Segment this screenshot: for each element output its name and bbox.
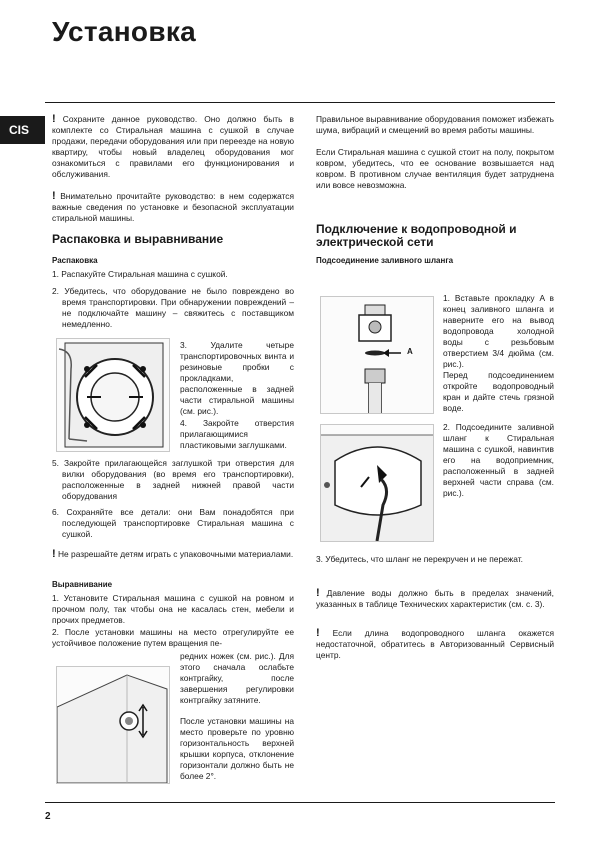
leveling-feet-illustration bbox=[57, 667, 169, 783]
note-keep-manual bbox=[52, 114, 294, 180]
note-hose-length bbox=[316, 628, 554, 661]
note-text: Если длина водопроводного шланга окажется недостаточной, обратитесь в Авторизованный Сервисный центр. bbox=[316, 628, 554, 660]
note-text: Внимательно прочитайте руководство: в нем содержатся важные сведения по установке и безопасной эксплуатации стиральной машины. bbox=[52, 191, 295, 223]
hose-step-3: 3. Убедитесь, что шланг не перекручен и не пережат. bbox=[316, 554, 523, 564]
level-paragraph-2b: редних ножек (см. рис.). Для этого сначала ослабьте контргайку, после завершения регулировки контргайку затяните. bbox=[180, 651, 294, 705]
header-rule bbox=[45, 102, 555, 103]
note-children bbox=[52, 549, 294, 560]
note-text: Сохраните данное руководство. Оно должно быть в комплекте со Стиральная машина с сушкой в случае продажи, передачи оборудования или при переезде на новую квартиру, чтобы новый владелец оборудования мог ознакомиться с правилами его функционирования и обслуживания. bbox=[52, 114, 294, 179]
warning-mark: ! bbox=[52, 113, 56, 125]
page-number: 2 bbox=[45, 811, 51, 822]
section-title-connection: Подключение к водопроводной и электрической сети bbox=[316, 222, 517, 249]
hose-washer-figure bbox=[320, 424, 434, 542]
page-title: Установка bbox=[52, 16, 197, 47]
list-item: 1. Распакуйте Стиральная машина с сушкой. bbox=[52, 269, 228, 279]
hose-washer-illustration bbox=[321, 425, 433, 541]
list-item: 2. Убедитесь, что оборудование не было повреждено во время транспортировки. При обнаружении повреждений – не подключайте машину – свяжитесь с поставщиком немедленно. bbox=[52, 286, 294, 329]
level-paragraph-2: 2. После установки машины на место отрегулируйте ее устойчивое положение путем вращения пе- bbox=[52, 627, 294, 648]
hose-tap-illustration bbox=[321, 297, 433, 413]
list-item: 3. Удалите четыре транспортировочных винта и резиновые пробки с прокладками, расположенные в задней части стиральной машины (см. рис.). bbox=[180, 340, 294, 416]
subsection-title-level: Выравнивание bbox=[52, 580, 113, 589]
level-paragraph-3: После установки машины на место проверьте по уровню горизонтальность верхней крышки корпуса, отклонение горизонтали должно быть не более 2°. bbox=[180, 716, 294, 781]
list-item: 6. Сохраняйте все детали: они Вам понадобятся при последующей транспортировке Стиральная машина с сушкой. bbox=[52, 507, 294, 539]
note-text: Давление воды должно быть в пределах значений, указанных в таблице Технических характеристик (см. с. 3). bbox=[316, 588, 554, 609]
leveling-feet-figure bbox=[56, 666, 170, 784]
gasket-label: A bbox=[407, 347, 413, 356]
subsection-title-unpack: Распаковка bbox=[52, 256, 98, 265]
subsection-title-hose: Подсоединение заливного шланга bbox=[316, 256, 454, 265]
washer-back-figure bbox=[56, 338, 170, 452]
list-item: 4. Закройте отверстия прилагающимися пластиковыми заглушками. bbox=[180, 418, 294, 450]
warning-mark: ! bbox=[316, 587, 320, 599]
warning-mark: ! bbox=[52, 190, 56, 202]
list-item: 5. Закройте прилагающейся заглушкой три отверстия для вилки оборудования (во время его транспортировки), расположенные в задней нижней правой части оборудования bbox=[52, 458, 294, 501]
warning-mark: ! bbox=[316, 627, 320, 639]
washer-back-illustration bbox=[57, 339, 169, 451]
section-title-unpack-level: Распаковка и выравнивание bbox=[52, 232, 224, 246]
footer-rule bbox=[45, 802, 555, 803]
language-tab: CIS bbox=[0, 116, 45, 144]
hose-step-2: 2. Подсоедините заливной шланг к Стиральная машина с сушкой, навинтив его на водоприемник, расположенный в задней верхней части справа (см. рис.). bbox=[443, 422, 554, 498]
warning-mark: ! bbox=[52, 548, 56, 560]
intro-paragraph: Правильное выравнивание оборудования поможет избежать шума, вибраций и смещений во время работы машины. bbox=[316, 114, 554, 135]
hose-step-1: 1. Вставьте прокладку A в конец заливного шланга и наверните его на вывод водопровода холодной воды с резьбовым отверстием 3/4 дюйма (см. рис.). bbox=[443, 293, 554, 369]
level-paragraph-1: 1. Установите Стиральная машина с сушкой на ровном и прочном полу, так чтобы она не касалась стен, мебели и прочих предметов. bbox=[52, 593, 294, 625]
note-water-pressure bbox=[316, 588, 554, 610]
note-text: Не разрешайте детям играть с упаковочными материалами. bbox=[58, 549, 294, 559]
carpet-paragraph: Если Стиральная машина с сушкой стоит на полу, покрытом ковром, убедитесь, что ее основание возвышается над ковром. В противном случае вентиляция будет затруднена или вовсе невозможна. bbox=[316, 147, 554, 190]
hose-step-1-note: Перед подсоединением откройте водопроводный кран и дайте стечь грязной воде. bbox=[443, 370, 554, 413]
hose-tap-figure bbox=[320, 296, 434, 414]
note-read-manual bbox=[52, 191, 294, 224]
